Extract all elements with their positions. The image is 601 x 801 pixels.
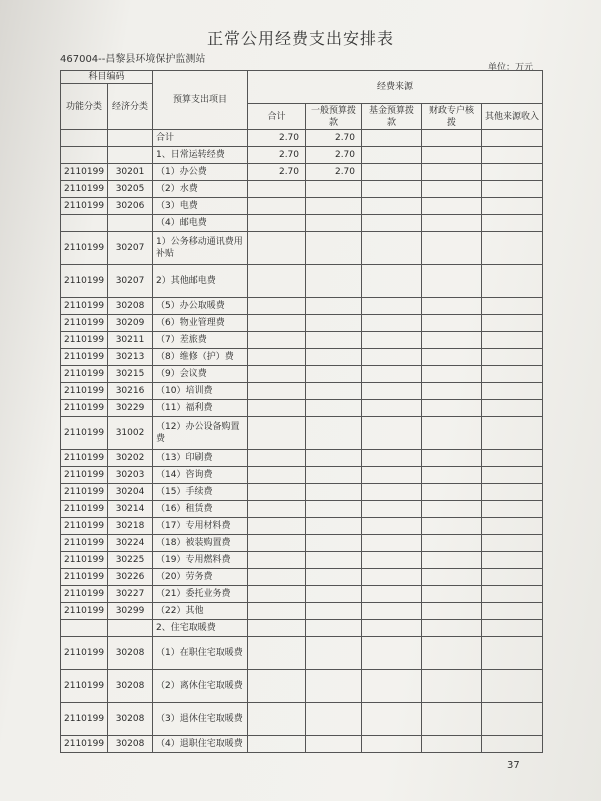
cell-func-class: 2110199: [61, 265, 108, 298]
table-row: [61, 569, 543, 586]
cell-func-class: [61, 147, 108, 164]
cell-general: [306, 569, 362, 586]
cell-special: [422, 620, 482, 637]
cell-general: [306, 535, 362, 552]
cell-econ-class: [108, 147, 153, 164]
table-row: [61, 383, 543, 400]
cell-other: [482, 332, 543, 349]
cell-general: 2.70: [306, 164, 362, 181]
cell-general: [306, 383, 362, 400]
cell-func-class: 2110199: [61, 198, 108, 215]
cell-budget-item: （6）物业管理费: [153, 315, 248, 332]
cell-total: [248, 603, 306, 620]
cell-special: [422, 450, 482, 467]
cell-other: [482, 736, 543, 753]
cell-econ-class: 30211: [108, 332, 153, 349]
cell-budget-item: （19）专用燃料费: [153, 552, 248, 569]
table-row: [61, 164, 543, 181]
cell-special: [422, 736, 482, 753]
table-row: [61, 501, 543, 518]
cell-other: [482, 670, 543, 703]
cell-budget-item: （5）办公取暖费: [153, 298, 248, 315]
cell-budget-item: 合计: [153, 130, 248, 147]
table-row: [61, 535, 543, 552]
table-row: [61, 736, 543, 753]
cell-total: [248, 383, 306, 400]
cell-general: [306, 484, 362, 501]
cell-total: [248, 467, 306, 484]
cell-special: [422, 703, 482, 736]
cell-special: [422, 232, 482, 265]
cell-fund: [362, 147, 422, 164]
cell-special: [422, 349, 482, 366]
cell-special: [422, 400, 482, 417]
cell-fund: [362, 400, 422, 417]
cell-budget-item: （22）其他: [153, 603, 248, 620]
cell-total: 2.70: [248, 130, 306, 147]
cell-special: [422, 535, 482, 552]
cell-other: [482, 637, 543, 670]
cell-func-class: 2110199: [61, 400, 108, 417]
cell-fund: [362, 198, 422, 215]
cell-other: [482, 349, 543, 366]
cell-total: [248, 366, 306, 383]
cell-general: 2.70: [306, 147, 362, 164]
cell-total: [248, 450, 306, 467]
cell-fund: [362, 181, 422, 198]
cell-total: [248, 298, 306, 315]
cell-total: [248, 349, 306, 366]
cell-fund: [362, 736, 422, 753]
cell-total: [248, 535, 306, 552]
table-row: [61, 400, 543, 417]
cell-fund: [362, 586, 422, 603]
cell-total: [248, 332, 306, 349]
cell-budget-item: （1）办公费: [153, 164, 248, 181]
cell-other: [482, 315, 543, 332]
cell-func-class: 2110199: [61, 467, 108, 484]
header-econ-class: 经济分类: [108, 84, 153, 130]
cell-total: [248, 620, 306, 637]
cell-general: [306, 298, 362, 315]
cell-func-class: 2110199: [61, 703, 108, 736]
table-row: [61, 586, 543, 603]
cell-func-class: 2110199: [61, 518, 108, 535]
cell-special: [422, 265, 482, 298]
cell-special: [422, 147, 482, 164]
cell-econ-class: 30202: [108, 450, 153, 467]
cell-fund: [362, 215, 422, 232]
table-row: [61, 298, 543, 315]
table-row: [61, 215, 543, 232]
cell-general: [306, 215, 362, 232]
organization-label: 467004--昌黎县环境保护监测站: [60, 54, 206, 65]
cell-general: [306, 620, 362, 637]
cell-general: [306, 501, 362, 518]
cell-budget-item: （7）差旅费: [153, 332, 248, 349]
cell-other: [482, 265, 543, 298]
cell-special: [422, 130, 482, 147]
cell-other: [482, 620, 543, 637]
cell-fund: [362, 164, 422, 181]
cell-budget-item: （3）退休住宅取暖费: [153, 703, 248, 736]
table-row: [61, 366, 543, 383]
cell-econ-class: 30225: [108, 552, 153, 569]
cell-econ-class: 30224: [108, 535, 153, 552]
unit-label: 单位：万元: [488, 63, 534, 73]
cell-total: [248, 265, 306, 298]
cell-econ-class: 31002: [108, 417, 153, 450]
cell-other: [482, 298, 543, 315]
cell-budget-item: （20）劳务费: [153, 569, 248, 586]
cell-func-class: 2110199: [61, 164, 108, 181]
cell-fund: [362, 620, 422, 637]
cell-func-class: [61, 215, 108, 232]
cell-econ-class: 30208: [108, 637, 153, 670]
cell-budget-item: （9）会议费: [153, 366, 248, 383]
cell-func-class: 2110199: [61, 670, 108, 703]
cell-other: [482, 467, 543, 484]
cell-other: [482, 215, 543, 232]
cell-special: [422, 552, 482, 569]
cell-func-class: 2110199: [61, 181, 108, 198]
cell-total: [248, 670, 306, 703]
cell-special: [422, 637, 482, 670]
cell-fund: [362, 265, 422, 298]
cell-other: [482, 569, 543, 586]
cell-econ-class: 30229: [108, 400, 153, 417]
cell-fund: [362, 484, 422, 501]
cell-general: [306, 417, 362, 450]
cell-general: [306, 552, 362, 569]
cell-total: [248, 518, 306, 535]
cell-budget-item: （4）退职住宅取暖费: [153, 736, 248, 753]
cell-fund: [362, 703, 422, 736]
cell-econ-class: 30208: [108, 703, 153, 736]
cell-fund: [362, 450, 422, 467]
table-row: [61, 603, 543, 620]
cell-special: [422, 484, 482, 501]
cell-general: 2.70: [306, 130, 362, 147]
cell-func-class: 2110199: [61, 552, 108, 569]
cell-special: [422, 298, 482, 315]
cell-econ-class: 30207: [108, 232, 153, 265]
cell-total: [248, 569, 306, 586]
cell-budget-item: 2、住宅取暖费: [153, 620, 248, 637]
cell-other: [482, 417, 543, 450]
page-title: 正常公用经费支出安排表: [206, 29, 394, 48]
cell-general: [306, 670, 362, 703]
cell-special: [422, 569, 482, 586]
table-row: [61, 232, 543, 265]
cell-general: [306, 315, 362, 332]
cell-budget-item: （18）被装购置费: [153, 535, 248, 552]
page-number: 37: [507, 760, 520, 771]
table-row: [61, 620, 543, 637]
table-row: [61, 198, 543, 215]
cell-budget-item: （12）办公设备购置费: [153, 417, 248, 450]
cell-budget-item: （2）离休住宅取暖费: [153, 670, 248, 703]
cell-other: [482, 501, 543, 518]
cell-total: [248, 315, 306, 332]
cell-total: [248, 198, 306, 215]
cell-econ-class: 30206: [108, 198, 153, 215]
cell-econ-class: 30208: [108, 736, 153, 753]
cell-econ-class: 30226: [108, 569, 153, 586]
cell-general: [306, 736, 362, 753]
cell-special: [422, 315, 482, 332]
cell-fund: [362, 670, 422, 703]
table-row: [61, 703, 543, 736]
cell-special: [422, 181, 482, 198]
cell-fund: [362, 366, 422, 383]
cell-econ-class: 30204: [108, 484, 153, 501]
cell-func-class: 2110199: [61, 736, 108, 753]
cell-budget-item: 1）公务移动通讯费用补贴: [153, 232, 248, 265]
cell-func-class: 2110199: [61, 535, 108, 552]
cell-special: [422, 417, 482, 450]
cell-econ-class: 30227: [108, 586, 153, 603]
cell-general: [306, 703, 362, 736]
cell-other: [482, 232, 543, 265]
table-row: [61, 265, 543, 298]
cell-fund: [362, 637, 422, 670]
cell-total: [248, 552, 306, 569]
cell-general: [306, 198, 362, 215]
cell-budget-item: （16）租赁费: [153, 501, 248, 518]
cell-total: [248, 736, 306, 753]
cell-econ-class: 30203: [108, 467, 153, 484]
cell-econ-class: [108, 130, 153, 147]
table-row: [61, 467, 543, 484]
cell-general: [306, 181, 362, 198]
cell-budget-item: （13）印刷费: [153, 450, 248, 467]
cell-econ-class: 30216: [108, 383, 153, 400]
table-row: [61, 332, 543, 349]
header-fund-source: 经费来源: [248, 71, 543, 104]
expense-table: [60, 70, 543, 753]
cell-func-class: 2110199: [61, 603, 108, 620]
cell-general: [306, 603, 362, 620]
cell-special: [422, 586, 482, 603]
cell-budget-item: （1）在职住宅取暖费: [153, 637, 248, 670]
cell-general: [306, 518, 362, 535]
cell-total: 2.70: [248, 164, 306, 181]
cell-fund: [362, 535, 422, 552]
cell-other: [482, 586, 543, 603]
cell-special: [422, 670, 482, 703]
cell-func-class: 2110199: [61, 383, 108, 400]
header-subject-code: 科目编码: [61, 71, 153, 84]
cell-special: [422, 332, 482, 349]
cell-fund: [362, 518, 422, 535]
cell-econ-class: 30208: [108, 298, 153, 315]
cell-func-class: 2110199: [61, 569, 108, 586]
cell-other: [482, 603, 543, 620]
cell-fund: [362, 232, 422, 265]
cell-general: [306, 400, 362, 417]
cell-func-class: 2110199: [61, 349, 108, 366]
cell-total: [248, 637, 306, 670]
cell-fund: [362, 349, 422, 366]
cell-total: [248, 417, 306, 450]
cell-general: [306, 366, 362, 383]
cell-special: [422, 215, 482, 232]
cell-special: [422, 518, 482, 535]
cell-other: [482, 198, 543, 215]
table-row: [61, 670, 543, 703]
cell-func-class: 2110199: [61, 332, 108, 349]
cell-general: [306, 450, 362, 467]
cell-func-class: 2110199: [61, 450, 108, 467]
cell-econ-class: [108, 215, 153, 232]
header-general: 一般预算拨款: [306, 104, 362, 130]
cell-other: [482, 181, 543, 198]
cell-total: [248, 586, 306, 603]
header-special: 财政专户核拨: [422, 104, 482, 130]
cell-fund: [362, 467, 422, 484]
table-row: [61, 181, 543, 198]
cell-func-class: 2110199: [61, 586, 108, 603]
header-other: 其他来源收入: [482, 104, 543, 130]
cell-general: [306, 349, 362, 366]
cell-other: [482, 164, 543, 181]
cell-func-class: [61, 620, 108, 637]
cell-other: [482, 400, 543, 417]
cell-fund: [362, 603, 422, 620]
table-row: [61, 637, 543, 670]
table-row: [61, 518, 543, 535]
cell-fund: [362, 417, 422, 450]
cell-total: [248, 484, 306, 501]
cell-func-class: 2110199: [61, 366, 108, 383]
cell-econ-class: 30201: [108, 164, 153, 181]
cell-func-class: 2110199: [61, 417, 108, 450]
cell-econ-class: 30299: [108, 603, 153, 620]
cell-other: [482, 484, 543, 501]
cell-func-class: 2110199: [61, 501, 108, 518]
cell-budget-item: （2）水费: [153, 181, 248, 198]
cell-econ-class: 30213: [108, 349, 153, 366]
cell-other: [482, 147, 543, 164]
cell-other: [482, 450, 543, 467]
cell-budget-item: （11）福利费: [153, 400, 248, 417]
cell-other: [482, 535, 543, 552]
table-row: [61, 450, 543, 467]
cell-general: [306, 586, 362, 603]
cell-econ-class: 30208: [108, 670, 153, 703]
cell-other: [482, 703, 543, 736]
cell-func-class: 2110199: [61, 298, 108, 315]
cell-total: [248, 703, 306, 736]
cell-fund: [362, 130, 422, 147]
table-row: [61, 315, 543, 332]
cell-special: [422, 164, 482, 181]
cell-fund: [362, 315, 422, 332]
cell-special: [422, 383, 482, 400]
cell-fund: [362, 298, 422, 315]
cell-econ-class: 30214: [108, 501, 153, 518]
cell-other: [482, 366, 543, 383]
cell-special: [422, 366, 482, 383]
cell-total: 2.70: [248, 147, 306, 164]
cell-fund: [362, 569, 422, 586]
table-row: [61, 349, 543, 366]
cell-total: [248, 232, 306, 265]
cell-other: [482, 518, 543, 535]
cell-budget-item: （21）委托业务费: [153, 586, 248, 603]
cell-general: [306, 467, 362, 484]
cell-budget-item: 2）其他邮电费: [153, 265, 248, 298]
cell-func-class: 2110199: [61, 315, 108, 332]
cell-total: [248, 215, 306, 232]
header-fund: 基金预算拨款: [362, 104, 422, 130]
cell-general: [306, 265, 362, 298]
header-budget-item: 预算支出项目: [153, 71, 248, 130]
cell-budget-item: （14）咨询费: [153, 467, 248, 484]
cell-general: [306, 332, 362, 349]
table-row: [61, 417, 543, 450]
cell-total: [248, 181, 306, 198]
cell-econ-class: 30218: [108, 518, 153, 535]
table-row: [61, 130, 543, 147]
cell-func-class: 2110199: [61, 637, 108, 670]
cell-fund: [362, 552, 422, 569]
header-total: 合计: [248, 104, 306, 130]
cell-general: [306, 232, 362, 265]
cell-econ-class: 30215: [108, 366, 153, 383]
table-row: [61, 147, 543, 164]
header-func-class: 功能分类: [61, 84, 108, 130]
cell-budget-item: （4）邮电费: [153, 215, 248, 232]
cell-budget-item: （8）维修（护）费: [153, 349, 248, 366]
cell-special: [422, 603, 482, 620]
cell-budget-item: 1、日常运转经费: [153, 147, 248, 164]
cell-total: [248, 501, 306, 518]
cell-econ-class: 30205: [108, 181, 153, 198]
cell-budget-item: （15）手续费: [153, 484, 248, 501]
cell-general: [306, 637, 362, 670]
cell-budget-item: （10）培训费: [153, 383, 248, 400]
cell-other: [482, 130, 543, 147]
cell-fund: [362, 383, 422, 400]
cell-special: [422, 198, 482, 215]
cell-fund: [362, 501, 422, 518]
cell-econ-class: [108, 620, 153, 637]
cell-econ-class: 30209: [108, 315, 153, 332]
cell-budget-item: （3）电费: [153, 198, 248, 215]
cell-other: [482, 383, 543, 400]
table-row: [61, 484, 543, 501]
table-row: [61, 552, 543, 569]
cell-budget-item: （17）专用材料费: [153, 518, 248, 535]
cell-other: [482, 552, 543, 569]
cell-econ-class: 30207: [108, 265, 153, 298]
cell-func-class: [61, 130, 108, 147]
cell-fund: [362, 332, 422, 349]
cell-special: [422, 467, 482, 484]
cell-special: [422, 501, 482, 518]
cell-func-class: 2110199: [61, 232, 108, 265]
cell-total: [248, 400, 306, 417]
cell-func-class: 2110199: [61, 484, 108, 501]
